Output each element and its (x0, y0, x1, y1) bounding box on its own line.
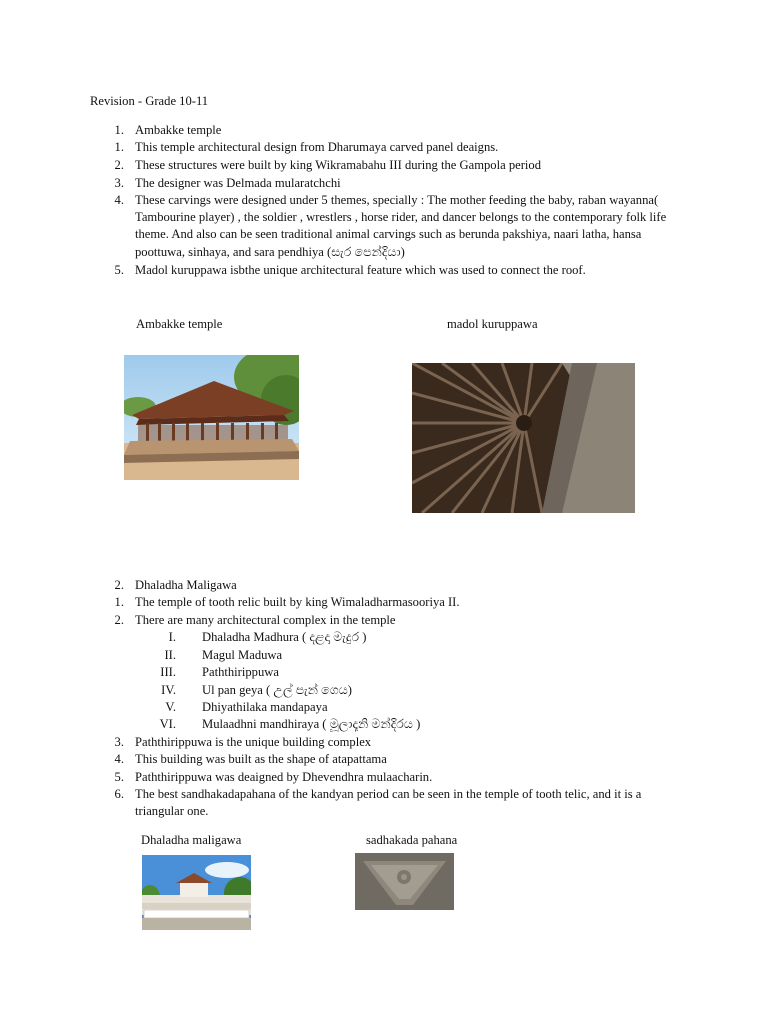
list-item-number: 4. (114, 752, 124, 766)
sub-item: Ul pan geya ( උල් පැන් ගෙය) (202, 683, 352, 697)
sub-item: Paththirippuwa (202, 665, 279, 679)
list-item: Paththirippuwa is the unique building complex (135, 735, 372, 749)
list-item-number: 2. (114, 158, 124, 172)
list-item-number: 4. (114, 193, 124, 207)
list-item-number: 5. (114, 263, 124, 277)
sub-item-number: V. (165, 700, 176, 714)
sandhakada-pahana-image (355, 853, 454, 910)
page-title: Revision - Grade 10-11 (90, 94, 209, 108)
caption-sadhakada-pahana: sadhakada pahana (366, 833, 458, 847)
section-2-number: 2. (114, 578, 124, 592)
sub-item-number: II. (164, 648, 176, 662)
section-1-heading: Ambakke temple (135, 123, 222, 137)
sub-item-number: I. (168, 630, 176, 644)
section-1-number: 1. (114, 123, 124, 137)
list-item-paragraph: These carvings were designed under 5 themes, specially : The mother feeding the baby, raban wayanna( Tambourine player) , the soldier , wrestlers , horse rider, and dancer belongs to the contemporary folk life theme. And also can be seen traditional animal carvings such as berunda pakshiya, naari latha, hansa poottuwa, sinhaya, and sara pendhiya (සැර පෙන්දියා) (135, 193, 667, 259)
sub-item: Magul Maduwa (202, 648, 283, 662)
sub-item: Dhiyathilaka mandapaya (202, 700, 328, 714)
list-item: This temple architectural design from Dharumaya carved panel deaigns. (135, 140, 499, 154)
list-item: The designer was Delmada mularatchchi (135, 176, 341, 190)
caption-ambakke-temple: Ambakke temple (136, 317, 223, 331)
list-item-number: 1. (114, 140, 124, 154)
list-item: These structures were built by king Wikramabahu III during the Gampola period (135, 158, 541, 172)
list-item-number: 2. (114, 613, 124, 627)
dhaladha-maligawa-image (142, 855, 251, 930)
madol-kuruppawa-image (412, 363, 635, 513)
list-item: The temple of tooth relic built by king Wimaladharmasooriya II. (135, 595, 460, 609)
list-item-number: 6. (114, 787, 124, 801)
list-item-number: 1. (114, 595, 124, 609)
ambakke-temple-image (124, 355, 299, 480)
list-item-number: 3. (114, 735, 124, 749)
list-item: Madol kuruppawa isbthe unique architectural feature which was used to connect the roof. (135, 263, 586, 277)
sub-item-number: VI. (159, 717, 176, 731)
sub-item-number: IV. (161, 683, 176, 697)
section-2-heading: Dhaladha Maligawa (135, 578, 237, 592)
caption-madol-kuruppawa: madol kuruppawa (447, 317, 538, 331)
list-item: This building was built as the shape of atapattama (135, 752, 387, 766)
sub-item: Mulaadhni mandhiraya ( මූලාදෑනි මන්දිරය ) (202, 717, 421, 731)
list-item-number: 3. (114, 176, 124, 190)
list-item: There are many architectural complex in the temple (135, 613, 396, 627)
list-item-paragraph: The best sandhakadapahana of the kandyan period can be seen in the temple of tooth telic, and it is a triangular one. (135, 787, 642, 819)
list-item: Paththirippuwa was deaigned by Dhevendhra mulaacharin. (135, 770, 433, 784)
caption-dhaladha-maligawa: Dhaladha maligawa (141, 833, 242, 847)
sub-item: Dhaladha Madhura ( දළදා මැදුර ) (202, 630, 367, 644)
sub-item-number: III. (160, 665, 176, 679)
list-item-number: 5. (114, 770, 124, 784)
